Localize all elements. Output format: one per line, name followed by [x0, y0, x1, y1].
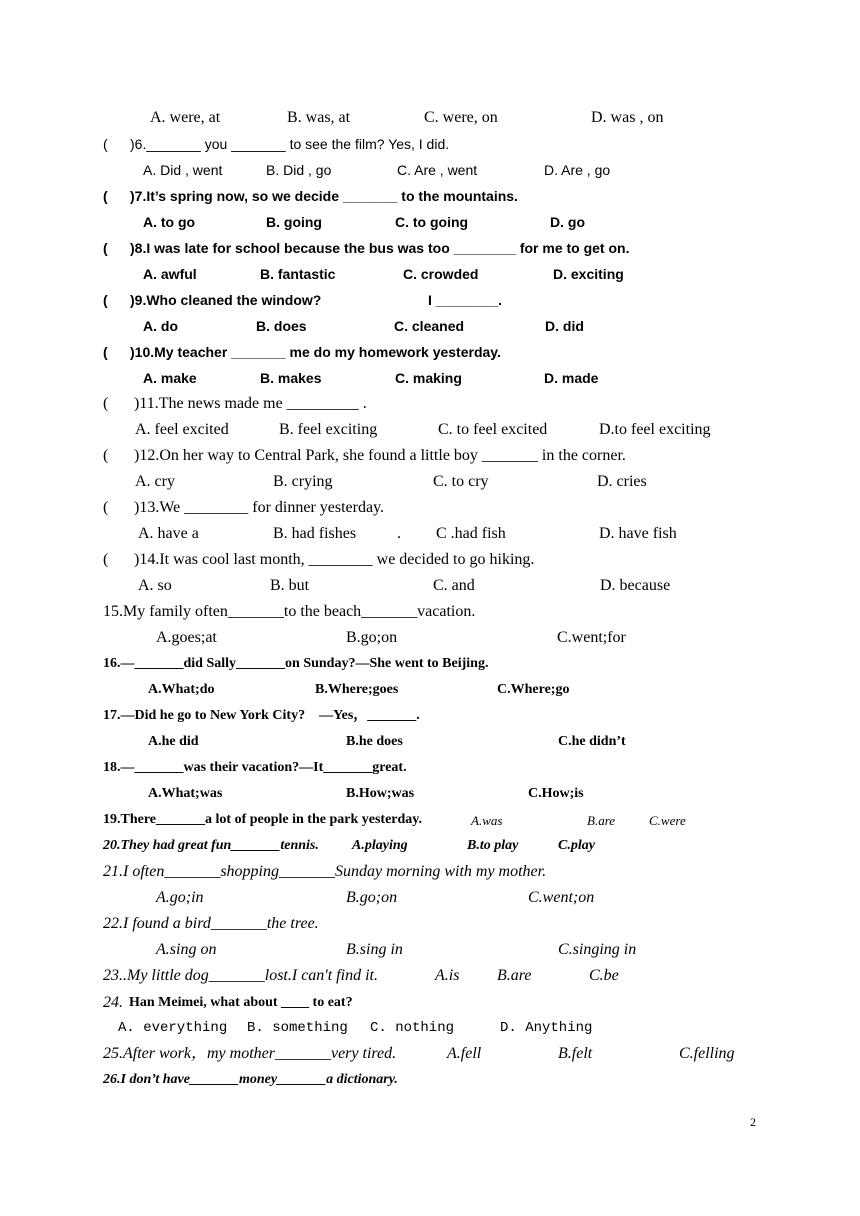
- question-text: Han Meimei, what about ____ to eat?: [129, 995, 353, 1010]
- option-c: C. to feel excited: [438, 421, 548, 438]
- question-8-stem: [0, 241, 860, 259]
- question-26: [0, 1073, 860, 1091]
- option-d: D. go: [550, 214, 585, 230]
- option-d: D. made: [544, 370, 599, 386]
- option-c: C. making: [395, 370, 462, 386]
- option-c: C. and: [433, 577, 475, 594]
- option-b: B. something: [247, 1020, 348, 1036]
- answer-blank: I ________.: [428, 292, 502, 308]
- option-d: D. was , on: [591, 109, 664, 126]
- question-7-stem: [0, 189, 860, 207]
- question-text: 16.—_______did Sally_______on Sunday?—She went to Beijing.: [103, 656, 489, 671]
- option-a: A. everything: [118, 1020, 228, 1036]
- option-b: B. does: [256, 318, 307, 334]
- answer-paren: (: [103, 292, 108, 308]
- question-text: )8.I was late for school because the bus was too ________ for me to get on.: [130, 240, 630, 256]
- option-a: A. feel excited: [135, 421, 229, 438]
- question-text: 26.I don’t have_______money_______a dictionary.: [103, 1072, 398, 1087]
- question-17-stem: [0, 709, 860, 727]
- option-b: B.to play: [467, 838, 519, 853]
- option-d: D. have fish: [599, 525, 677, 542]
- answer-paren: (: [103, 499, 109, 516]
- question-6-stem: [0, 137, 860, 155]
- option-c: C. to going: [395, 214, 469, 230]
- question-text: 21.I often_______shopping_______Sunday morning with my mother.: [103, 863, 547, 880]
- question-10-stem: [0, 345, 860, 363]
- question-15-stem: [0, 604, 860, 624]
- answer-paren: (: [103, 344, 108, 360]
- question-text: 18.—_______was their vacation?—It_______great.: [103, 760, 407, 775]
- option-a: A.he did: [148, 734, 199, 749]
- question-21-options: [0, 890, 860, 910]
- option-a: A. so: [138, 577, 172, 594]
- question-12-options: [0, 474, 860, 494]
- option-b: B. was, at: [287, 109, 351, 126]
- option-b: B. Did , go: [266, 162, 332, 178]
- option-d: D. Anything: [500, 1020, 593, 1036]
- question-25: [0, 1046, 860, 1066]
- question-20: [0, 839, 860, 857]
- question-text: 22.I found a bird_______the tree.: [103, 915, 319, 932]
- option-b: B. had fishes: [273, 525, 357, 542]
- question-text: )7.It’s spring now, so we decide _______ to the mountains.: [130, 188, 518, 204]
- answer-paren: (: [103, 240, 108, 256]
- option-b: B.are: [587, 813, 616, 828]
- question-14-stem: [0, 552, 860, 572]
- option-a: A. cry: [135, 473, 175, 490]
- option-c: C.How;is: [528, 786, 584, 801]
- question-text: 17.—Did he go to New York City? —Yes，_______.: [103, 708, 420, 723]
- option-b: B. feel exciting: [279, 421, 378, 438]
- question-8-options: [0, 267, 860, 285]
- option-separator: .: [397, 525, 401, 542]
- question-6-options: [0, 163, 860, 181]
- option-c: C.play: [558, 838, 595, 853]
- option-c: C. nothing: [370, 1020, 455, 1036]
- question-24-stem: [0, 995, 860, 1013]
- option-c: C. crowded: [403, 266, 479, 282]
- answer-paren: (: [103, 136, 108, 152]
- option-a: A.fell: [447, 1045, 482, 1062]
- option-a: A.What;do: [148, 682, 215, 697]
- option-a: A.go;in: [156, 889, 204, 906]
- option-c: C.went;on: [528, 889, 595, 906]
- question-text: )12.On her way to Central Park, she found a little boy _______ in the corner.: [134, 447, 626, 464]
- option-d: D. because: [600, 577, 671, 594]
- question-16-stem: [0, 657, 860, 675]
- option-b: B.felt: [558, 1045, 593, 1062]
- question-18-options: [0, 787, 860, 805]
- question-text: 20.They had great fun_______tennis.: [103, 838, 319, 853]
- question-text: )6._______ you _______ to see the film? Yes, I did.: [130, 136, 450, 152]
- question-13-options: [0, 526, 860, 546]
- option-a: A.playing: [352, 838, 408, 853]
- question-16-options: [0, 683, 860, 701]
- question-9-options: [0, 319, 860, 337]
- option-b: B. crying: [273, 473, 333, 490]
- option-a: A.is: [435, 967, 460, 984]
- question-17-options: [0, 735, 860, 753]
- option-c: C. cleaned: [394, 318, 465, 334]
- question-5-options: [0, 110, 860, 130]
- option-b: B.How;was: [346, 786, 415, 801]
- option-d: D. exciting: [553, 266, 624, 282]
- option-b: B.go;on: [346, 629, 398, 646]
- question-7-options: [0, 215, 860, 233]
- option-d: D. cries: [597, 473, 647, 490]
- question-text: )10.My teacher _______ me do my homework yesterday.: [130, 344, 501, 360]
- question-text: 25.After work，my mother_______very tired.: [103, 1045, 397, 1062]
- option-c: C. were, on: [424, 109, 498, 126]
- question-11-stem: [0, 396, 860, 416]
- option-c: C.went;for: [557, 629, 626, 646]
- page-number: 2: [750, 1115, 756, 1129]
- question-12-stem: [0, 448, 860, 468]
- option-c: C .had fish: [436, 525, 506, 542]
- option-d: D. Are , go: [544, 162, 611, 178]
- option-a: A. to go: [143, 214, 196, 230]
- option-b: B.are: [497, 967, 532, 984]
- option-b: B.he does: [346, 734, 403, 749]
- option-a: A. have a: [138, 525, 199, 542]
- option-a: A. awful: [143, 266, 197, 282]
- option-b: B. fantastic: [260, 266, 336, 282]
- answer-paren: (: [103, 188, 108, 204]
- option-a: A. Did , went: [143, 162, 223, 178]
- question-9-stem: [0, 293, 860, 311]
- option-d: D. did: [545, 318, 584, 334]
- question-11-options: [0, 422, 860, 442]
- option-b: B. but: [270, 577, 310, 594]
- option-a: A.goes;at: [156, 629, 217, 646]
- question-14-options: [0, 578, 860, 598]
- question-text: 15.My family often_______to the beach_______vacation.: [103, 603, 476, 620]
- question-19: [0, 813, 860, 831]
- option-c: C.he didn’t: [558, 734, 626, 749]
- option-a: A. do: [143, 318, 178, 334]
- option-b: B. going: [266, 214, 322, 230]
- question-text: )11.The news made me _________ .: [134, 395, 367, 412]
- question-13-stem: [0, 500, 860, 520]
- option-b: B.go;on: [346, 889, 398, 906]
- option-c: C.felling: [679, 1045, 735, 1062]
- option-c: C. Are , went: [397, 162, 478, 178]
- option-c: C.Where;go: [497, 682, 570, 697]
- option-b: B.Where;goes: [315, 682, 399, 697]
- option-a: A. make: [143, 370, 197, 386]
- question-text: )9.Who cleaned the window?: [130, 292, 322, 308]
- answer-paren: (: [103, 551, 109, 568]
- option-d: D.to feel exciting: [599, 421, 711, 438]
- option-b: B.sing in: [346, 941, 403, 958]
- question-10-options: [0, 371, 860, 389]
- option-c: C.were: [649, 813, 686, 828]
- question-23: [0, 968, 860, 988]
- option-a: A.was: [471, 813, 503, 828]
- question-text: 23..My little dog_______lost.I can't find it.: [103, 967, 378, 984]
- answer-paren: (: [103, 447, 109, 464]
- answer-paren: (: [103, 395, 109, 412]
- option-c: C.singing in: [558, 941, 637, 958]
- option-c: C.be: [589, 967, 619, 984]
- question-22-stem: [0, 916, 860, 936]
- question-24-options: [0, 1021, 860, 1039]
- question-text: )13.We ________ for dinner yesterday.: [134, 499, 385, 516]
- option-a: A.What;was: [148, 786, 223, 801]
- question-number: 24.: [103, 994, 123, 1011]
- question-22-options: [0, 942, 860, 962]
- question-18-stem: [0, 761, 860, 779]
- question-15-options: [0, 630, 860, 650]
- question-21-stem: [0, 864, 860, 884]
- option-a: A.sing on: [156, 941, 217, 958]
- question-text: )14.It was cool last month, ________ we decided to go hiking.: [134, 551, 535, 568]
- question-text: 19.There_______a lot of people in the park yesterday.: [103, 812, 423, 827]
- option-a: A. were, at: [150, 109, 221, 126]
- option-b: B. makes: [260, 370, 322, 386]
- option-c: C. to cry: [433, 473, 489, 490]
